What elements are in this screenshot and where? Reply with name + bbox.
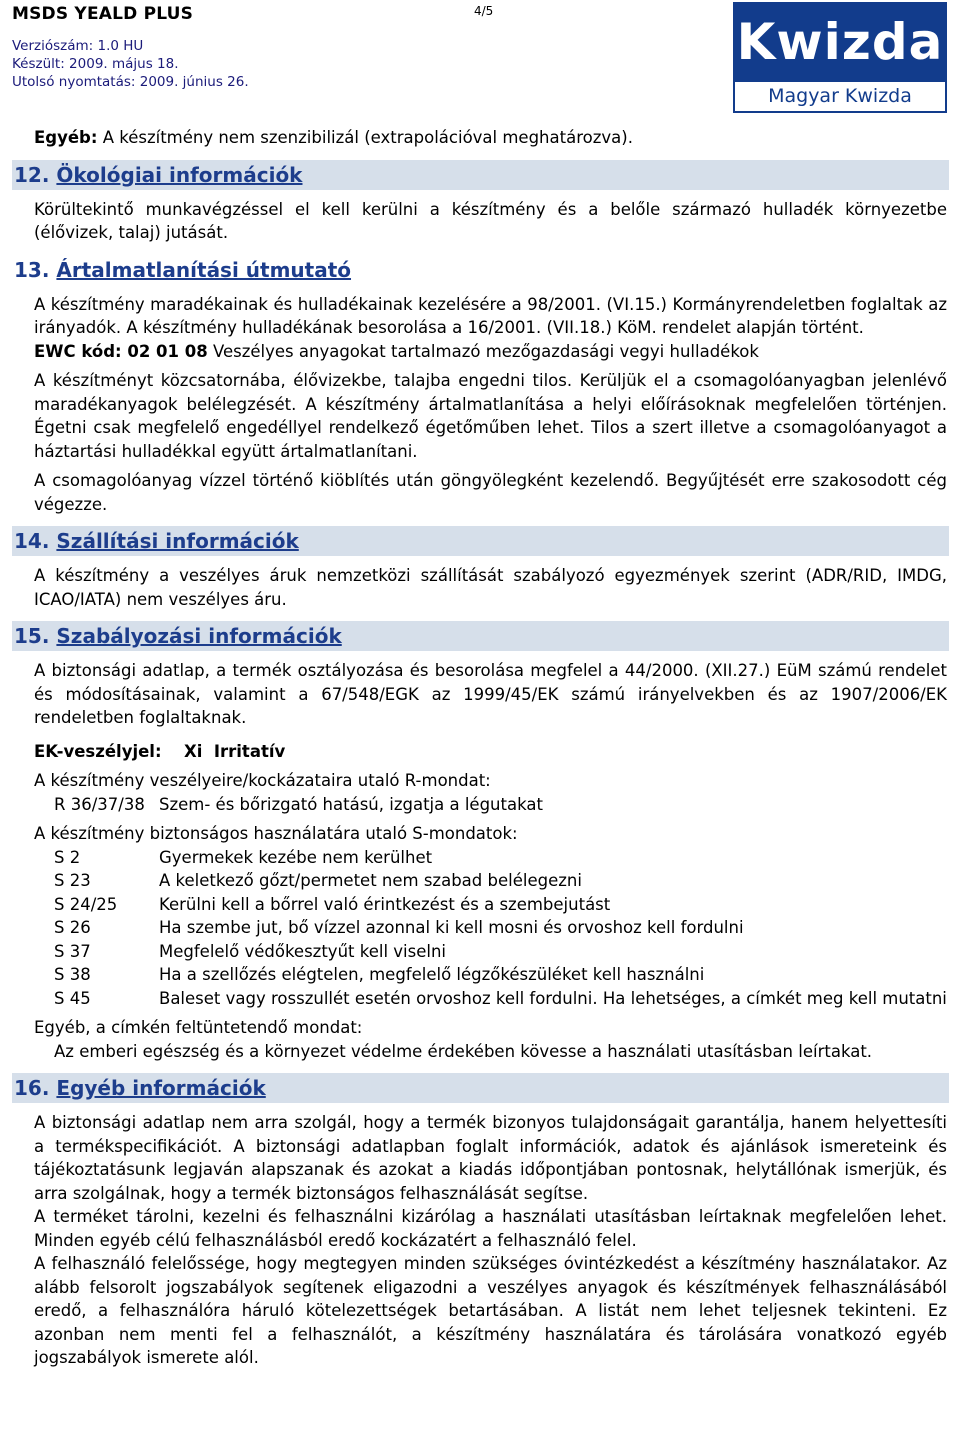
s12-text: Körültekintő munkavégzéssel el kell kerülni a készítmény és a belőle származó hulladék környezetbe (élővizek, talaj) jutását.: [34, 199, 947, 242]
s-phrase-text: Ha a szellőzés elégtelen, megfelelő légzőkészüléket kell használni: [159, 965, 705, 984]
other-note: [34, 126, 947, 150]
s-phrase-row: [54, 869, 947, 893]
company-logo: [733, 2, 947, 113]
s-phrase-row: [54, 916, 947, 940]
s13-paragraph-2: A készítményt közcsatornába, élővizekbe, talajba engedni tilos. Kerüljük el a csomagolóanyagban jelenlévő maradékanyagok belélegzését. A készítmény ártalmatlanítása a helyi előírásoknak megfelelően történjen. Égetni csak megfelelő engedéllyel rendelkező égetőműben lehet. Tilos a szert illetve a csomagolóanyagot a háztartási hulladékkal együtt ártalmatlanítani.: [34, 371, 947, 461]
s-phrase-code: S 2: [54, 847, 81, 867]
s-phrase-text: Kerülni kell a bőrrel való érintkezést és a szembejutást: [159, 894, 611, 914]
ewc-text: Veszélyes anyagokat tartalmazó mezőgazdasági vegyi hulladékok: [207, 341, 759, 361]
section-16-heading: [12, 1073, 949, 1103]
printed-date: Utolsó nyomtatás: 2009. június 26.: [12, 74, 249, 90]
ewc-label: EWC kód: 02 01 08: [34, 341, 208, 361]
section-number: 15.: [14, 624, 57, 648]
ek-label: EK-veszélyjel:: [34, 741, 162, 761]
r-phrase-row: [54, 793, 947, 817]
r-phrase-text: Szem- és bőrizgató hatású, izgatja a légutakat: [159, 794, 543, 814]
s16-paragraph-2: A terméket tárolni, kezelni és felhasználni kizárólag a használati utasításban leírtaknak megfelelően lehet. Minden egyéb célú felhasználásból eredő kockázatért a felhasználó felel.: [34, 1207, 947, 1250]
label-phrase-intro: Egyéb, a címkén feltüntetendő mondat:: [34, 1018, 363, 1037]
s-phrase-row: [54, 940, 947, 964]
s16-paragraph-1: A biztonsági adatlap nem arra szolgál, hogy a termék bizonyos tulajdonságait garantálja, hanem helyettesíti a termékspecifikációt. A biztonsági adatlapban foglalt információk, adatok és ajánlások ismereteink és tájékoztatásunk legjaván alapszanak és azokat a kiadás időpontjában pontosnak, helytállónak ismerjük, és arra szolgálnak, hogy a termék biztonságos felhasználását segítse.: [34, 1113, 947, 1203]
section-number: 14.: [14, 529, 57, 553]
s-phrase-text: Baleset vagy rosszullét esetén orvoshoz kell fordulni. Ha lehetséges, a címkét meg kell mutatni: [159, 988, 947, 1008]
s-phrase-code: S 23: [54, 871, 91, 890]
section-title: Szállítási információk: [56, 529, 299, 553]
s-phrase-text: A keletkező gőzt/permetet nem szabad belélegezni: [159, 871, 582, 890]
created-date: Készült: 2009. május 18.: [12, 56, 179, 72]
s-phrase-code: S 45: [54, 988, 91, 1008]
s-phrase-row: [54, 846, 947, 870]
section-number: 13.: [14, 257, 57, 282]
s-phrase-intro: A készítmény biztonságos használatára utaló S-mondatok:: [34, 824, 518, 843]
s13-paragraph-3: A csomagolóanyag vízzel történő kiöblítés után göngyölegként kezelendő. Begyűjtését erre szakosodott cég végezze.: [34, 471, 947, 514]
r-phrase-code: R 36/37/38: [54, 794, 145, 814]
s-phrase-code: S 37: [54, 941, 91, 961]
s-phrase-code: S 38: [54, 965, 91, 984]
ek-hazard-symbol: [34, 740, 947, 764]
section-number: 16.: [14, 1076, 57, 1100]
s-phrase-text: Megfelelő védőkesztyűt kell viselni: [159, 941, 447, 961]
section-title: Szabályozási információk: [56, 624, 342, 648]
section-14-heading: [12, 526, 949, 556]
s15-text: A biztonsági adatlap, a termék osztályozása és besorolása megfelel a 44/2000. (XII.27.) EüM számú rendelet és módosításainak, valamint a 67/548/EGK az 1999/45/EK számú irányelvekben és az 1907/2006/EK rendeletben foglaltaknak.: [34, 661, 947, 727]
section-13-heading: [12, 255, 949, 285]
label-phrase-text: Az emberi egészség és a környezet védelme érdekében kövesse a használati utasításban leírtakat.: [54, 1041, 873, 1061]
s13-ewc-code: [34, 340, 947, 364]
logo-subtitle: Magyar Kwizda: [768, 85, 912, 107]
version-info: Verziószám: 1.0 HU: [12, 38, 144, 54]
section-title: Ártalmatlanítási útmutató: [56, 257, 352, 282]
other-note-text: A készítmény nem szenzibilizál (extrapolációval meghatározva).: [97, 128, 633, 147]
s13-paragraph-1: A készítmény maradékainak és hulladékainak kezelésére a 98/2001. (VI.15.) Kormányrendeletben foglaltak az irányadók. A készítmény hulladékának besorolása a 16/2001. (VII.18.) KöM. rendelet alapján történt.: [34, 294, 947, 337]
s14-text: A készítmény a veszélyes áruk nemzetközi szállítását szabályozó egyezmények szerint (ADR/RID, IMDG, ICAO/IATA) nem veszélyes áru.: [34, 566, 947, 609]
logo-wordmark: Kwizda: [735, 4, 945, 82]
s-phrase-code: S 24/25: [54, 894, 118, 914]
section-15-heading: [12, 621, 949, 651]
document-title: MSDS YEALD PLUS: [12, 4, 194, 24]
s-phrase-row: [54, 963, 947, 987]
s-phrase-row: [54, 987, 947, 1011]
page-number: 4/5: [474, 4, 494, 18]
section-title: Egyéb információk: [56, 1076, 266, 1100]
s-phrase-text: Ha szembe jut, bő vízzel azonnal ki kell mosni és orvoshoz kell fordulni: [159, 918, 744, 937]
other-note-label: Egyéb:: [34, 128, 98, 147]
document-body: [14, 126, 947, 1370]
s-phrase-text: Gyermekek kezébe nem kerülhet: [159, 847, 433, 867]
ek-value: Xi Irritatív: [184, 741, 286, 761]
s-phrase-table: [54, 846, 947, 1011]
section-title: Ökológiai információk: [56, 162, 303, 187]
s-phrase-code: S 26: [54, 918, 91, 937]
s-phrase-row: [54, 893, 947, 917]
s16-paragraph-3: A felhasználó felelőssége, hogy megtegyen minden szükséges óvintézkedést a készítmény használatakor. Az alább felsorolt jogszabályok segítenek eligazodni a veszélyes anyagok és készítmények felhasználásából eredő, a felhasználóra háruló kötelezettségek betartásában. A listát nem lehet teljesnek tekinteni. Ez azonban nem menti fel a felhasználót, a készítmény használatára és tárolására vonatkozó egyéb jogszabályok ismerete alól.: [34, 1254, 947, 1367]
section-number: 12.: [14, 162, 57, 187]
r-phrase-intro: A készítmény veszélyeire/kockázataira utaló R-mondat:: [34, 771, 491, 790]
r-phrase-table: [54, 793, 947, 817]
section-12-heading: [12, 160, 949, 190]
